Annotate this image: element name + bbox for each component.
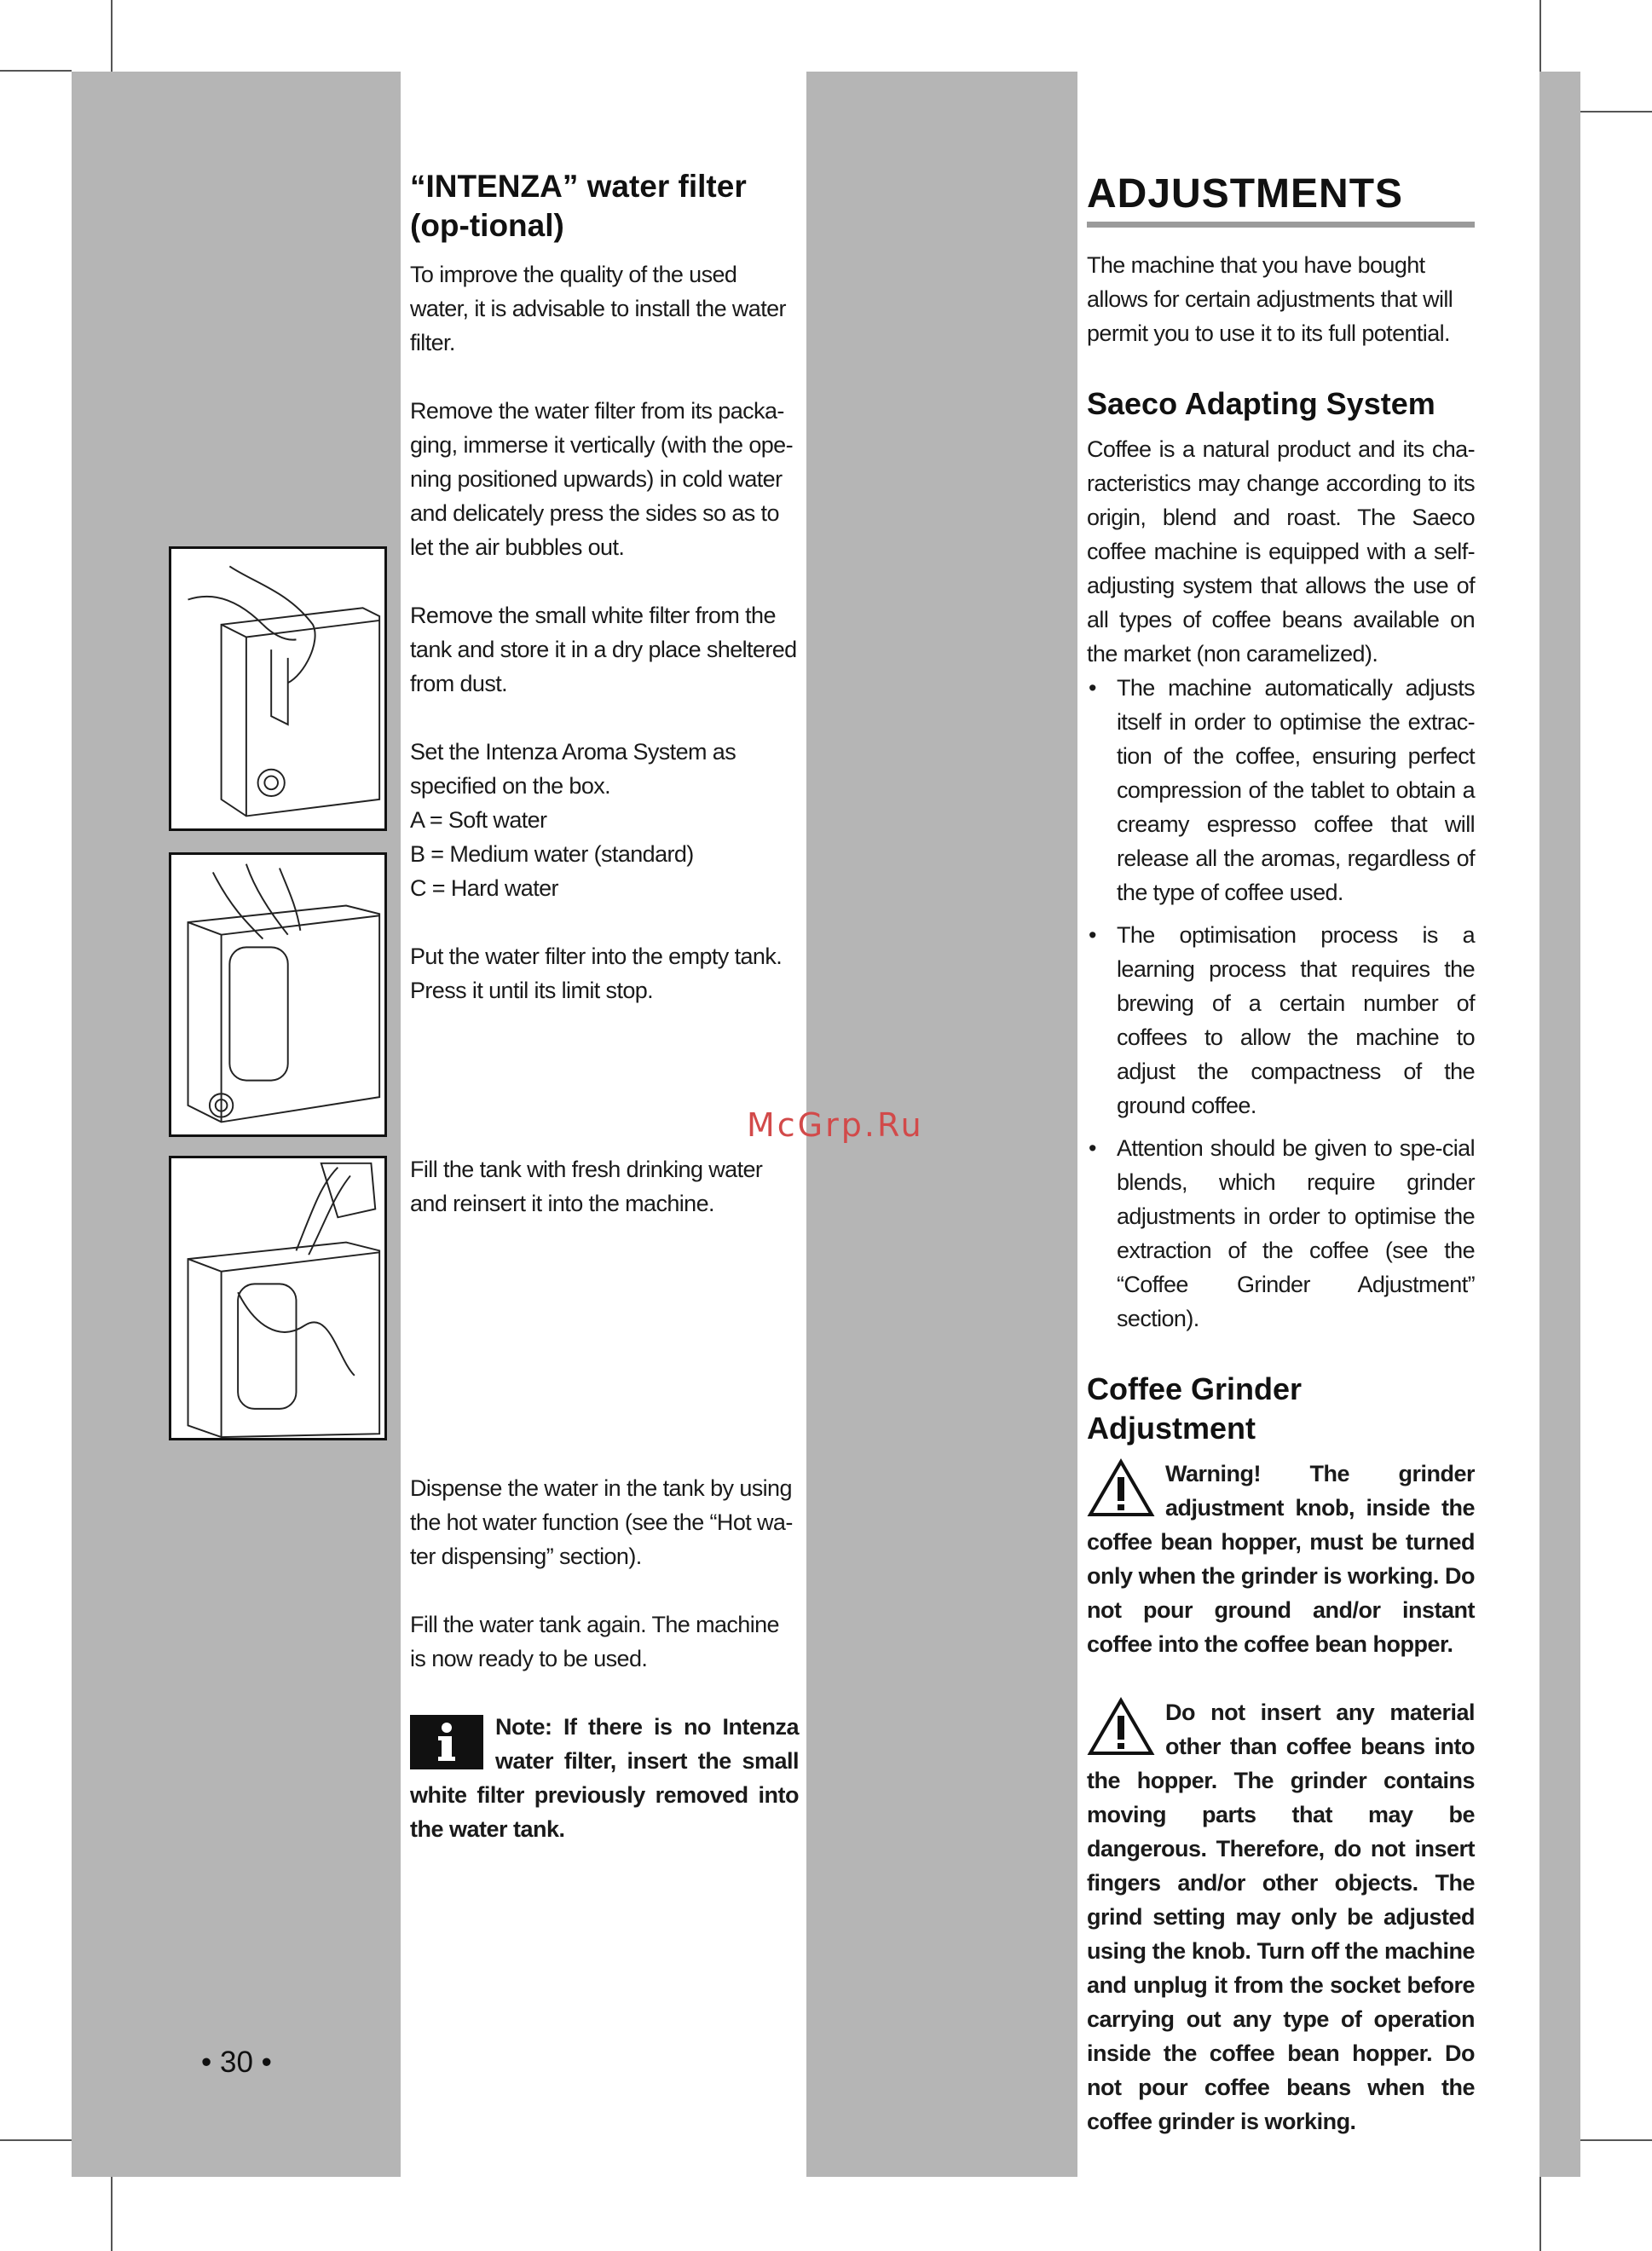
list-item: • The optimisation process is a learning process that requires the brewing of a certain number of coffees to allow the machine to adjust the compactness of the ground coffee.: [1087, 918, 1475, 1123]
paragraph-dispense: Dispense the water in the tank by using the hot water function (see the “Hot wa-ter dispensing” section).: [410, 1475, 793, 1569]
paragraph-remove-filter: Remove the water filter from its packa-ging, immerse it vertically (with the ope-ning positioned upwards) in cold water and delicately press the sides so as to let the air bubbles out.: [410, 398, 793, 560]
adjustments-intro: The machine that you have bought allows for certain adjustments that will permit you to use it to its full potential.: [1087, 252, 1453, 346]
info-icon: [410, 1715, 483, 1769]
hardness-medium: B = Medium water (standard): [410, 841, 694, 867]
paragraph-put-filter: Put the water filter into the empty tank. Press it until its limit stop.: [410, 944, 783, 1003]
paragraph-remove-small-filter: Remove the small white filter from the tank and store it in a dry place sheltered from dust.: [410, 603, 797, 696]
warning-triangle-icon: [1087, 1458, 1155, 1518]
warning-text-2: Do not insert any material other than coffee beans into the hopper. The grinder contains moving parts that may be dangerous. Therefore, do not insert fingers and/or other objects. The grind setting may only be adjusted using the knob. Turn off the machine and unplug it from the socket before carrying out any type of operation inside the coffee bean hopper. Do not pour coffee beans when the coffee grinder is working.: [1087, 1700, 1475, 2134]
intenza-heading: “INTENZA” water filter (op-tional): [410, 169, 747, 243]
warning-block-2: [1087, 1695, 1475, 2138]
hardness-hard: C = Hard water: [410, 875, 558, 901]
water-tank-illustration-1: [171, 549, 384, 828]
bullet-dot: •: [1089, 922, 1096, 948]
paragraph-fill-again: Fill the water tank again. The machine is now ready to be used.: [410, 1612, 779, 1671]
right-gray-band: [1539, 72, 1580, 2177]
paragraph-fill-tank: Fill the tank with fresh drinking water and reinsert it into the machine.: [410, 1157, 763, 1216]
hardness-soft: A = Soft water: [410, 807, 547, 833]
warning-block-1: [1087, 1457, 1475, 1661]
saeco-bullet-list: [1087, 671, 1475, 1336]
figure-filter-removal: [169, 546, 387, 831]
paragraph-improve-quality: To improve the quality of the used water, it is advisable to install the water filter.: [410, 262, 786, 355]
left-column: [410, 167, 799, 1042]
note-text: Note: If there is no Intenza water filter, insert the small white filter previously removed into the water tank.: [410, 1714, 799, 1842]
warning-text-1: Warning! The grinder adjustment knob, inside the coffee bean hopper, must be turned only when the grinder is working. Do not pour ground and/or instant coffee into the coffee bean hopper.: [1087, 1461, 1475, 1657]
list-item: • Attention should be given to spe-cial blends, which require grinder adjustments in order to optimise the extraction of the coffee (see the “Coffee Grinder Adjustment” section).: [1087, 1131, 1475, 1336]
paragraph-set-aroma: Set the Intenza Aroma System as specified on the box.: [410, 739, 736, 799]
figure-filter-insert: [169, 852, 387, 1137]
bullet-dot: •: [1089, 675, 1096, 701]
note-block: [410, 1710, 799, 1846]
right-column: [1087, 170, 1475, 2138]
water-tank-illustration-2: [171, 855, 384, 1134]
water-tank-illustration-3: [171, 1158, 384, 1438]
bullet-dot: •: [1089, 1135, 1096, 1161]
list-item: • The machine automatically adjusts itself in order to optimise the extrac-tion of the coffee, ensuring perfect compression of the tablet to obtain a creamy espresso coffee that will release all the aromas, regardless of the type of coffee used.: [1087, 671, 1475, 909]
saeco-heading: Saeco Adapting System: [1087, 386, 1435, 421]
adjustments-heading: ADJUSTMENTS: [1087, 170, 1475, 228]
left-column-dispense: [410, 1471, 799, 1846]
watermark: McGrp.Ru: [747, 1106, 924, 1144]
grinder-heading: Coffee Grinder Adjustment: [1087, 1371, 1303, 1446]
page-number: • 30 •: [201, 2046, 272, 2079]
figure-fill-tank: [169, 1156, 387, 1440]
saeco-text: Coffee is a natural product and its cha-racteristics may change according to its origin, blend and roast. The Saeco coffee machine is equipped with a self-adjusting system that allows the use of all types of coffee beans available on the market (non caramelized).: [1087, 436, 1475, 667]
left-column-fill: [410, 1152, 799, 1255]
warning-triangle-icon: [1087, 1697, 1155, 1757]
